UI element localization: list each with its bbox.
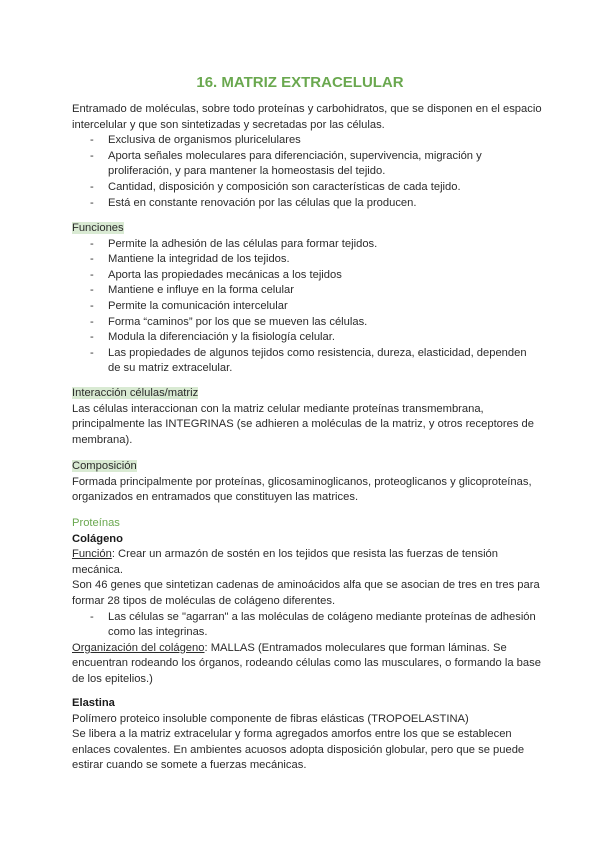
list-item: - Exclusiva de organismos pluricelulares	[72, 133, 542, 149]
page-title: 16. MATRIZ EXTRACELULAR	[196, 74, 404, 91]
colageno-funcion	[72, 547, 542, 578]
intro-paragraph: Entramado de moléculas, sobre todo proteínas y carbohidratos, que se disponen en el espacio intercelular y que son sintetizadas y secretadas por las células.	[72, 103, 542, 131]
list-item: - Modula la diferenciación y la fisiología celular.	[72, 330, 542, 346]
elastina-line2: Se libera a la matriz extracelular y forma agregados amorfos entre los que se establecen enlaces covalentes. En ambientes acuosos adopta disposición globular, pero que se puede estirar cuando se somete a fuerzas mecánicas.	[72, 728, 525, 772]
composicion-heading: Composición	[72, 460, 137, 472]
elastina-section	[72, 696, 542, 774]
proteinas-heading: Proteínas	[72, 517, 120, 529]
list-item: - Permite la comunicación intercelular	[72, 299, 542, 315]
interaccion-paragraph: Las células interaccionan con la matriz celular mediante proteínas transmembrana, principalmente las INTEGRINAS (se adhieren a moléculas de la matriz, y otros receptores de membrana).	[72, 402, 534, 446]
list-item: - Está en constante renovación por las células que la producen.	[72, 196, 542, 212]
colageno-list	[72, 610, 542, 641]
funcion-label: Función	[72, 548, 112, 561]
list-item: - Cantidad, disposición y composición son características de cada tejido.	[72, 180, 542, 196]
list-item: - Aporta señales moleculares para diferenciación, supervivencia, migración y proliferación, y para mantener la homeostasis del tejido.	[72, 149, 542, 180]
organizacion-label: Organización del colágeno	[72, 641, 205, 654]
list-item: - Forma “caminos” por los que se mueven las células.	[72, 315, 542, 331]
intro-section	[72, 102, 542, 211]
list-item: - Mantiene e influye en la forma celular	[72, 283, 542, 299]
list-item: - Las células se "agarran" a las moléculas de colágeno mediante proteínas de adhesión como las integrinas.	[72, 610, 542, 641]
funciones-list	[72, 237, 542, 377]
composicion-section	[72, 459, 542, 506]
colageno-heading: Colágeno	[72, 532, 123, 545]
interaccion-heading: Interacción células/matriz	[72, 387, 199, 399]
list-item: - Aporta las propiedades mecánicas a los tejidos	[72, 268, 542, 284]
list-item: - Mantiene la integridad de los tejidos.	[72, 252, 542, 268]
list-item: - Las propiedades de algunos tejidos como resistencia, dureza, elasticidad, dependen de su matriz extracelular.	[72, 346, 542, 377]
funciones-heading: Funciones	[72, 222, 124, 234]
colageno-organizacion	[72, 641, 542, 688]
elastina-heading: Elastina	[72, 697, 115, 709]
funciones-section	[72, 221, 542, 377]
intro-list	[72, 133, 542, 211]
elastina-line1: Polímero proteico insoluble componente de fibras elásticas (TROPOELASTINA)	[72, 712, 469, 725]
list-item: - Permite la adhesión de las células para formar tejidos.	[72, 237, 542, 253]
composicion-paragraph: Formada principalmente por proteínas, glicosaminoglicanos, proteoglicanos y glicoproteínas, organizados en entramados que constituyen las matrices.	[72, 475, 532, 504]
organizacion-text: : MALLAS (Entramados moleculares que forman láminas. Se encuentran rodeando los órganos, rodeando células como las musculares, o formando la base de los epitelios.)	[72, 641, 541, 685]
interaccion-section	[72, 386, 542, 448]
funcion-text: : Crear un armazón de sostén en los tejidos que resista las fuerzas de tensión mecánica.	[72, 548, 498, 576]
colageno-genes: Son 46 genes que sintetizan cadenas de aminoácidos alfa que se asocian de tres en tres para formar 28 tipos de moléculas de colágeno diferentes.	[72, 579, 540, 607]
proteinas-section	[72, 516, 542, 688]
